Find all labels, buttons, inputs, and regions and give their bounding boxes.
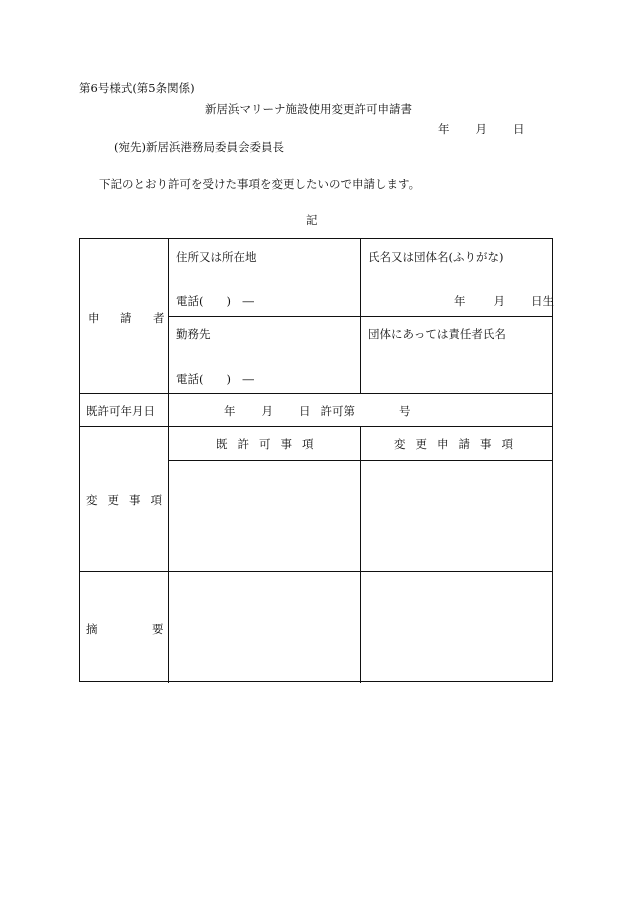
date-day: 日 <box>513 122 525 136</box>
intro-text: 下記のとおり許可を受けた事項を変更したいので申請します。 <box>99 177 421 191</box>
application-form-table: 申 請 者 住所又は所在地 電話( ) ― 氏名又は団体名(ふりがな) 年 月 日生 勤務先 電話( ) ― 団体にあっては責任者氏名 既許可年月日 年 月 日 許可第 号 既 許 可 事 項 変 更 申 請 事 項 変 更 事 項 摘 要 <box>79 238 553 682</box>
permit-date-fields: 年 月 日 許可第 号 <box>224 404 411 418</box>
address-label: 住所又は所在地 <box>176 250 257 264</box>
addressee: (宛先)新居浜港務局委員会委員長 <box>114 140 284 154</box>
changes-section-label: 変 更 事 項 <box>86 493 162 507</box>
ki-label: 記 <box>306 213 318 227</box>
phone-label: 電話( ) ― <box>176 294 254 308</box>
workplace-phone-label: 電話( ) ― <box>176 372 254 386</box>
existing-permit-column-header: 既 許 可 事 項 <box>216 437 314 451</box>
date-line <box>438 121 525 137</box>
document-title: 新居浜マリーナ施設使用変更許可申請書 <box>205 102 412 116</box>
name-label: 氏名又は団体名(ふりがな) <box>368 250 504 264</box>
birth-date: 年 月 日生 <box>454 294 554 308</box>
existing-permit-entry-area[interactable] <box>169 461 359 571</box>
date-year: 年 <box>438 122 450 136</box>
summary-entry-area-left[interactable] <box>169 572 359 680</box>
representative-label: 団体にあっては責任者氏名 <box>368 327 506 341</box>
change-request-entry-area[interactable] <box>361 461 551 571</box>
workplace-label: 勤務先 <box>176 327 211 341</box>
summary-entry-area-right[interactable] <box>361 572 551 680</box>
form-number: 第6号様式(第5条関係) <box>79 81 195 95</box>
change-request-column-header: 変 更 申 請 事 項 <box>394 437 513 451</box>
permit-date-label: 既許可年月日 <box>86 404 155 418</box>
date-month: 月 <box>475 122 487 136</box>
